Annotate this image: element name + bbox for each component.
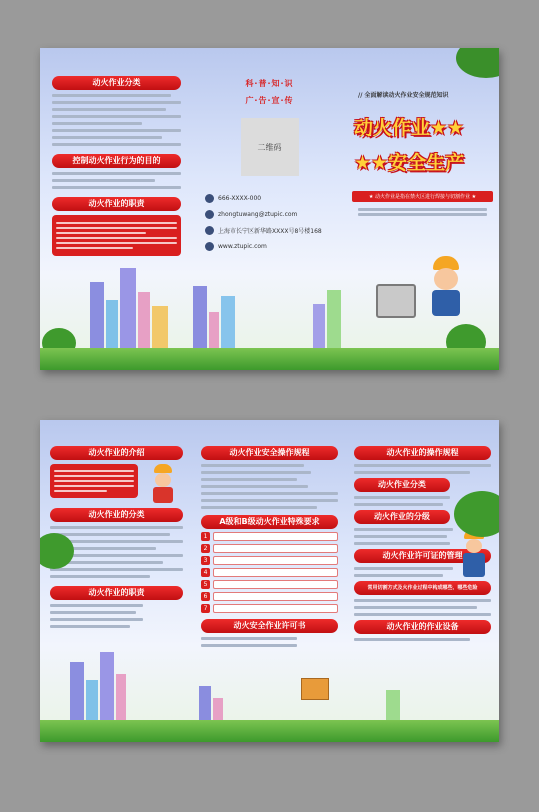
bottom-right-panel (346, 420, 499, 742)
section-title: 动火作业的分级 (354, 510, 450, 524)
city-skyline (193, 261, 346, 370)
section-title: 动火作业分类 (52, 76, 181, 90)
phone-icon (205, 194, 214, 203)
list-number: 1 (201, 532, 210, 541)
cover-title-line1: 动火作业★★ (354, 117, 465, 139)
city-skyline (40, 633, 193, 742)
top-middle-panel (193, 48, 346, 370)
list-number: 7 (201, 604, 210, 613)
top-right-panel (346, 48, 499, 370)
section-title: 动火作业的操作规程 (354, 446, 491, 460)
slogan-top: 科·普·知·识 (245, 79, 294, 88)
email-icon (205, 210, 214, 219)
city-skyline (40, 261, 193, 370)
section-title: 常用切割方式及火作业过程中构成哪些、哪些危险 (354, 581, 491, 595)
section-title: 动火作业安全操作规程 (201, 446, 338, 460)
top-left-panel (40, 48, 193, 370)
section-title: 动火作业的作业设备 (354, 620, 491, 634)
city-skyline (346, 671, 499, 742)
city-skyline (193, 671, 346, 742)
worker-ladder-illustration (458, 530, 490, 586)
section-title: 动火作业许可证的管理 (354, 549, 491, 563)
section-title: 控制动火作业行为的目的 (52, 154, 181, 168)
duty-box (52, 215, 181, 256)
qr-code-placeholder (241, 118, 299, 176)
section-title: 动火安全作业许可书 (201, 619, 338, 633)
list-number: 4 (201, 568, 210, 577)
cover-subtitle: // 全面解读动火作业安全规范知识 (358, 92, 449, 99)
website-text: www.ztupic.com (218, 243, 267, 250)
slogan-bottom: 广·告·宣·传 (245, 96, 294, 105)
section-title: 动火作业的职责 (52, 197, 181, 211)
list-number: 5 (201, 580, 210, 589)
cover-banner: ★ 动火作业是指在禁火区进行焊接与切割作业 ★ (352, 191, 493, 202)
globe-icon (205, 242, 214, 251)
section-title: 动火作业分类 (354, 478, 450, 492)
bottom-middle-panel (193, 420, 346, 742)
worker-small-illustration (148, 464, 178, 508)
cover-title-line2: ★★安全生产 (354, 152, 465, 174)
email-text: zhongtuwang@ztupic.com (218, 211, 298, 218)
phone-text: 666-XXXX-000 (218, 195, 262, 202)
section-title: 动火作业的职责 (50, 586, 183, 600)
city-skyline (346, 306, 499, 370)
qr-label: 二维码 (257, 142, 282, 152)
list-number: 2 (201, 544, 210, 553)
list-number: 3 (201, 556, 210, 565)
section-title: 动火作业的分类 (50, 508, 183, 522)
address-text: 上海市长宁区新华路XXXX号8号楼168 (218, 228, 322, 235)
requirement-list (201, 532, 338, 613)
tree-decoration (456, 48, 499, 78)
bottom-brochure (40, 420, 499, 742)
section-title: A级和B级动火作业特殊要求 (201, 515, 338, 529)
location-icon (205, 226, 214, 235)
intro-box (50, 464, 138, 498)
list-number: 6 (201, 592, 210, 601)
top-brochure (40, 48, 499, 370)
section-title: 动火作业的介绍 (50, 446, 183, 460)
bottom-left-panel (40, 420, 193, 742)
